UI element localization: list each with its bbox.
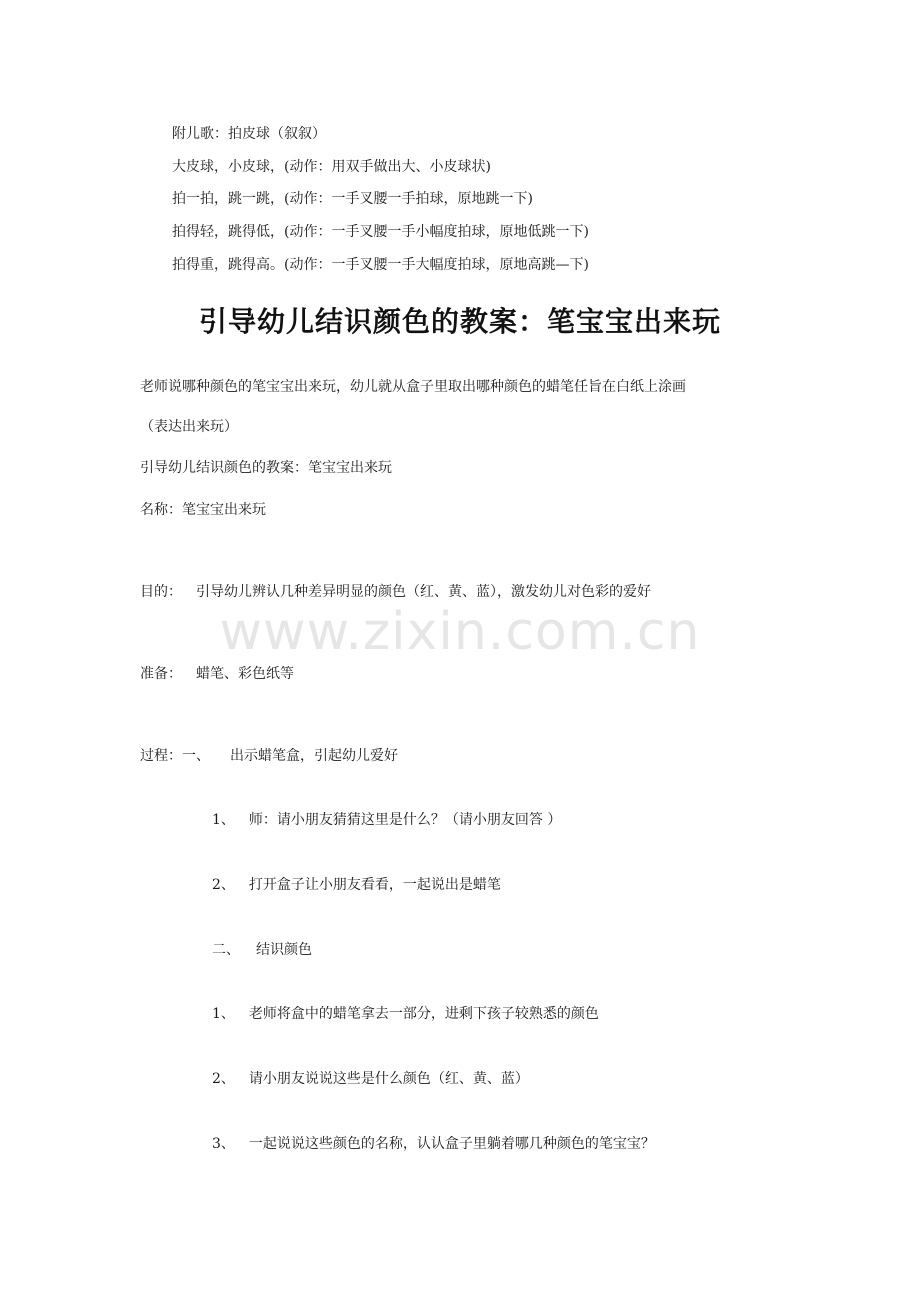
process-line — [140, 746, 398, 766]
list-item-number: 1、 — [212, 1006, 235, 1022]
intro-line: （表达出来玩） — [140, 419, 238, 435]
rhyme-heading: 附儿歌：拍皮球（叙叙） — [172, 126, 326, 142]
section-heading — [212, 940, 312, 960]
list-item-number: 1、 — [212, 812, 235, 828]
list-item — [212, 1069, 529, 1089]
name-line: 名称：笔宝宝出来玩 — [140, 502, 266, 518]
prep-label: 准备： — [140, 666, 182, 682]
list-item-text: 请小朋友说说这些是什么颜色（红、黄、蓝） — [248, 1071, 529, 1087]
list-item-text: 打开盒子让小朋友看看，一起说出是蜡笔 — [248, 877, 501, 893]
section-title: 结识颜色 — [256, 942, 312, 958]
list-item — [212, 810, 561, 830]
goal-text: 引导幼儿辨认几种差异明显的颜色（红、黄、蓝），激发幼儿对色彩的爱好 — [196, 584, 651, 600]
prep-text: 蜡笔、彩色纸等 — [196, 666, 294, 682]
goal-label: 目的： — [140, 584, 182, 600]
list-item-text: 师：请小朋友猜猜这里是什么？（请小朋友回答 ） — [248, 812, 562, 828]
list-item — [212, 875, 501, 895]
intro-line: 老师说哪种颜色的笔宝宝出来玩，幼儿就从盒子里取出哪种颜色的蜡笔任旨在白纸上涂画 — [140, 379, 686, 395]
prep-line — [140, 664, 294, 684]
section-number: 二、 — [212, 942, 240, 958]
rhyme-line: 拍得重，跳得高。(动作：一手叉腰一手大幅度拍球，原地高跳—下) — [172, 257, 589, 273]
rhyme-line: 大皮球，小皮球，(动作：用双手做出大、小皮球状) — [172, 159, 491, 175]
process-label: 过程：一、 — [140, 748, 210, 764]
list-item-number: 3、 — [212, 1136, 235, 1152]
list-item — [212, 1134, 655, 1154]
subtitle: 引导幼儿结识颜色的教案：笔宝宝出来玩 — [140, 460, 392, 476]
rhyme-line: 拍得轻，跳得低，(动作：一手叉腰一手小幅度拍球，原地低跳一下) — [172, 224, 589, 240]
goal-line — [140, 582, 651, 602]
rhyme-line: 拍一拍，跳一跳，(动作：一手叉腰一手拍球，原地跳一下) — [172, 191, 533, 207]
watermark: www.zixin.com.cn — [219, 602, 701, 662]
list-item-number: 2、 — [212, 877, 235, 893]
list-item-number: 2、 — [212, 1071, 235, 1087]
list-item — [212, 1004, 599, 1024]
list-item-text: 一起说说这些颜色的名称，认认盒子里躺着哪几种颜色的笔宝宝？ — [248, 1136, 655, 1152]
list-item-text: 老师将盒中的蜡笔拿去一部分，进剩下孩子较熟悉的颜色 — [248, 1006, 599, 1022]
page-title: 引导幼儿结识颜色的教案：笔宝宝出来玩 — [198, 305, 721, 338]
process-step1-title: 出示蜡笔盒，引起幼儿爱好 — [230, 748, 398, 764]
